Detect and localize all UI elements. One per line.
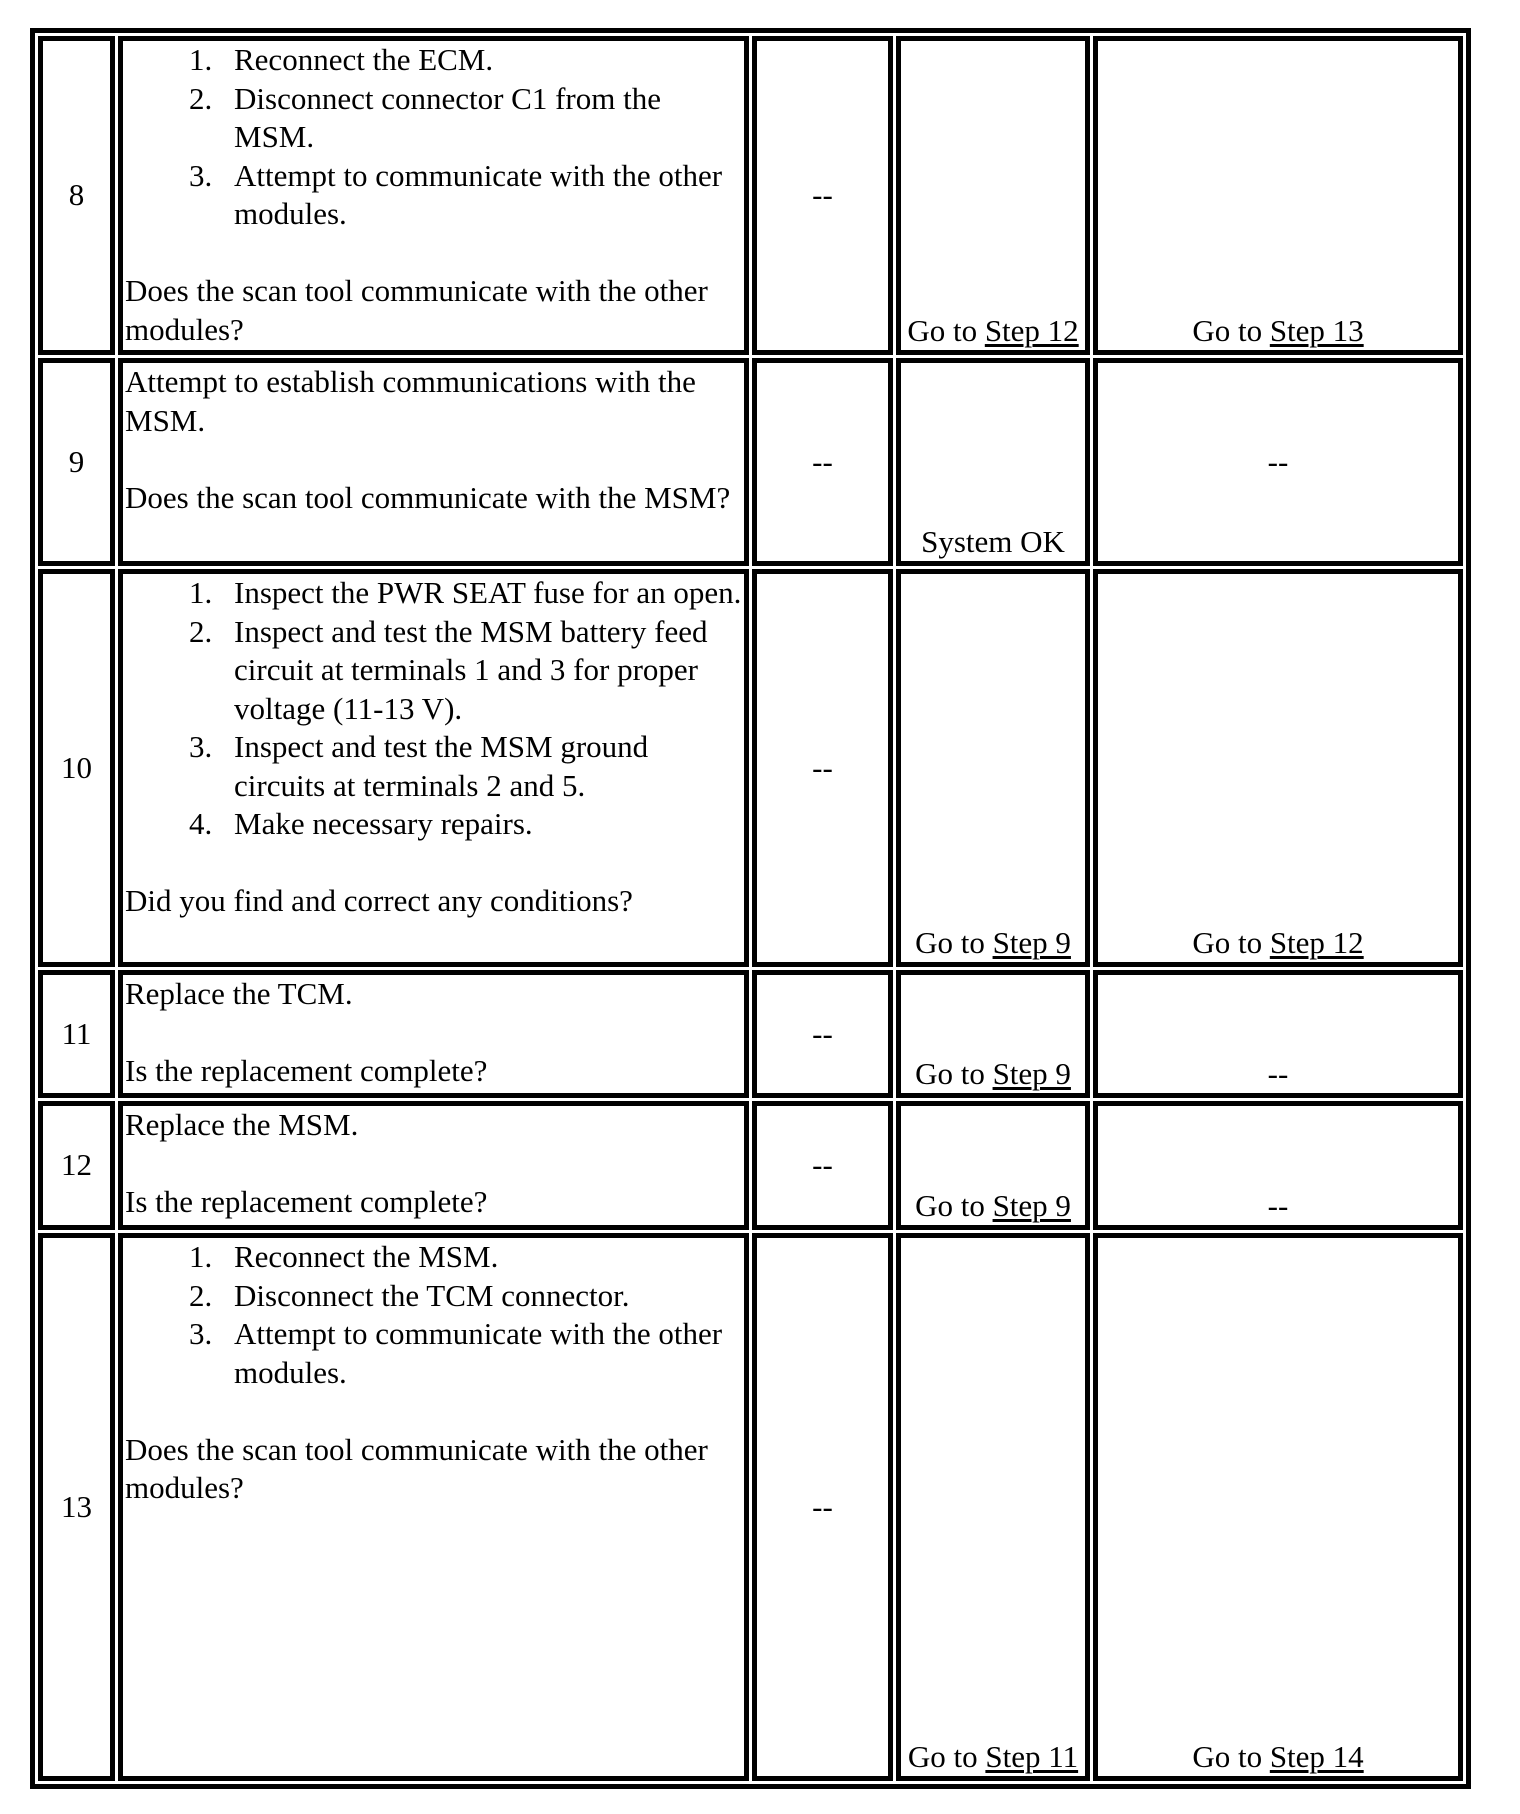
table-row-step-8	[38, 36, 1463, 355]
yes-cell	[896, 970, 1090, 1098]
yes-prefix: Go to	[915, 924, 993, 960]
list-item: 3. Attempt to communicate with the other modules.	[220, 157, 742, 234]
table-row-step-10	[38, 569, 1463, 967]
list-item: 2. Inspect and test the MSM battery feed circuit at terminals 1 and 3 for proper voltage (11-13 V).	[220, 613, 742, 729]
yes-cell	[896, 1233, 1090, 1781]
action-cell	[118, 36, 749, 355]
step-list	[125, 1238, 742, 1392]
action-cell	[118, 1233, 749, 1781]
value-cell: --	[752, 970, 893, 1098]
no-cell	[1093, 569, 1463, 967]
action-cell	[118, 569, 749, 967]
instruction-text: Replace the MSM.	[125, 1107, 359, 1142]
list-item: 2. Disconnect connector C1 from the MSM.	[220, 80, 742, 157]
yes-prefix: Go to	[907, 312, 985, 348]
step-list	[125, 41, 742, 234]
table-row-step-9	[38, 358, 1463, 566]
question-text: Did you find and correct any conditions?	[125, 883, 633, 918]
list-item: 1. Reconnect the MSM.	[220, 1238, 742, 1277]
yes-cell	[896, 36, 1090, 355]
link-step-13[interactable]: Step 13	[1269, 312, 1364, 348]
link-step-11[interactable]: Step 11	[985, 1738, 1079, 1774]
question-text: Is the replacement complete?	[125, 1184, 488, 1219]
no-prefix: Go to	[1192, 312, 1270, 348]
action-cell	[118, 358, 749, 566]
instruction-text: Attempt to establish communications with the MSM.	[125, 364, 696, 438]
step-number: 11	[38, 970, 115, 1098]
value-cell: --	[752, 1233, 893, 1781]
link-step-14[interactable]: Step 14	[1269, 1738, 1364, 1774]
link-step-12[interactable]: Step 12	[1269, 924, 1364, 960]
step-list	[125, 574, 742, 844]
diagnostic-table	[30, 28, 1471, 1789]
value-cell: --	[752, 569, 893, 967]
question-text: Does the scan tool communicate with the other modules?	[125, 273, 708, 347]
list-item: 3. Inspect and test the MSM ground circuits at terminals 2 and 5.	[220, 728, 742, 805]
yes-prefix: Go to	[915, 1187, 993, 1223]
step-number: 9	[38, 358, 115, 566]
list-item: 4. Make necessary repairs.	[220, 805, 742, 844]
no-cell	[1093, 36, 1463, 355]
list-item: 1. Reconnect the ECM.	[220, 41, 742, 80]
list-item: 1. Inspect the PWR SEAT fuse for an open.	[220, 574, 742, 613]
question-text: Does the scan tool communicate with the other modules?	[125, 1431, 708, 1505]
yes-cell	[896, 1101, 1090, 1230]
table-row-step-11	[38, 970, 1463, 1098]
table-row-step-12	[38, 1101, 1463, 1230]
no-prefix: Go to	[1192, 924, 1270, 960]
step-number: 13	[38, 1233, 115, 1781]
table-row-step-13	[38, 1233, 1463, 1781]
value-cell: --	[752, 36, 893, 355]
question-text: Is the replacement complete?	[125, 1053, 488, 1088]
yes-cell	[896, 569, 1090, 967]
link-step-9[interactable]: Step 9	[992, 1055, 1071, 1091]
yes-cell: System OK	[896, 358, 1090, 566]
action-cell	[118, 970, 749, 1098]
no-cell: --	[1093, 1101, 1463, 1230]
yes-prefix: Go to	[907, 1738, 986, 1774]
value-cell: --	[752, 1101, 893, 1230]
step-number: 12	[38, 1101, 115, 1230]
step-number: 8	[38, 36, 115, 355]
yes-prefix: Go to	[915, 1055, 993, 1091]
list-item: 3. Attempt to communicate with the other modules.	[220, 1315, 742, 1392]
link-step-9[interactable]: Step 9	[992, 1187, 1071, 1223]
no-cell	[1093, 1233, 1463, 1781]
no-cell: --	[1093, 970, 1463, 1098]
list-item: 2. Disconnect the TCM connector.	[220, 1277, 742, 1316]
step-number: 10	[38, 569, 115, 967]
no-prefix: Go to	[1192, 1738, 1270, 1774]
no-cell: --	[1093, 358, 1463, 566]
value-cell: --	[752, 358, 893, 566]
link-step-12[interactable]: Step 12	[984, 312, 1079, 348]
link-step-9[interactable]: Step 9	[992, 924, 1071, 960]
action-cell	[118, 1101, 749, 1230]
instruction-text: Replace the TCM.	[125, 976, 353, 1011]
question-text: Does the scan tool communicate with the MSM?	[125, 479, 731, 515]
